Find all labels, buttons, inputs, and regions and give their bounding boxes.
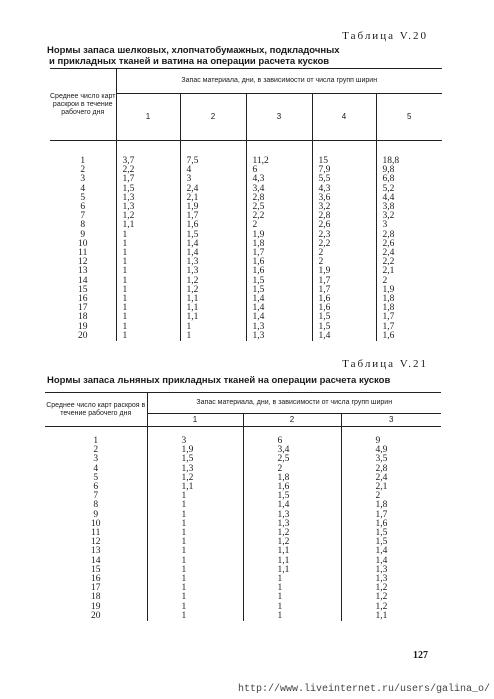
value-cell: 1 [147,566,243,575]
value-cell: 1,2 [375,583,388,594]
value-cell: 2,4 [382,248,395,259]
table1-title [47,45,447,67]
value-cell: 9 [375,436,381,446]
row-number-cell: 5 [45,474,147,483]
row-number-cell: 15 [45,566,147,575]
value-cell: 1,1 [243,566,341,575]
value-cell: 1,6 [375,518,388,529]
value-cell: 1 [147,501,243,510]
value-cell: 1 [147,593,243,602]
value-cell: 1,9 [312,267,376,276]
value-cell: 1,7 [312,286,376,295]
row-number-cell: 12 [45,538,147,547]
value-cell: 2,2 [246,212,312,221]
value-cell: 1 [116,240,180,249]
table2-sub-header: 2 [243,414,341,427]
table2-label: Таблица V.21 [342,358,428,370]
value-cell: 1,1 [180,304,246,313]
value-cell: 1,5 [375,528,388,539]
row-number-cell: 19 [45,603,147,612]
value-cell: 1 [147,584,243,593]
row-number-cell: 9 [45,511,147,520]
value-cell: 2 [312,258,376,267]
value-cell: 1 [116,304,180,313]
value-cell: 1,6 [243,483,341,492]
value-cell: 1,3 [375,564,388,575]
value-cell: 1 [116,231,180,240]
value-cell: 1 [180,332,246,341]
value-cell: 1 [116,323,180,332]
table1-title-line2: и прикладных тканей и ватина на операции расчета кусков [49,56,330,67]
value-cell: 1 [116,249,180,258]
table-row [45,612,441,621]
row-number-cell: 13 [45,547,147,556]
value-cell: 1,3 [147,465,243,474]
row-number-cell: 8 [50,221,116,230]
value-cell: 2,8 [312,212,376,221]
value-cell: 1 [180,323,246,332]
value-cell: 1,4 [246,304,312,313]
value-cell: 1,5 [147,455,243,464]
value-cell: 1,5 [246,277,312,286]
value-cell: 18,8 [382,156,400,166]
value-cell: 6 [243,437,341,446]
value-cell: 1,2 [375,601,388,612]
value-cell: 3 [147,437,243,446]
value-cell: 1,2 [180,286,246,295]
value-cell: 2,6 [312,221,376,230]
value-cell: 1,9 [147,446,243,455]
value-cell: 1,3 [116,203,180,212]
value-cell: 1 [147,529,243,538]
value-cell: 1,3 [180,258,246,267]
value-cell: 1,1 [375,610,388,621]
value-cell: 3,6 [312,194,376,203]
value-cell: 2 [382,275,388,286]
value-cell: 2,2 [116,166,180,175]
value-cell: 3,4 [246,185,312,194]
value-cell: 1 [243,575,341,584]
row-number-cell: 2 [50,166,116,175]
value-cell: 2,5 [243,455,341,464]
value-cell: 1,3 [246,323,312,332]
value-cell: 1,3 [246,332,312,341]
value-cell: 1,6 [246,258,312,267]
value-cell: 1,6 [246,267,312,276]
row-number-cell: 6 [45,483,147,492]
value-cell: 2,1 [180,194,246,203]
row-number-cell: 6 [50,203,116,212]
row-number-cell: 1 [45,437,147,446]
value-cell: 1,3 [243,511,341,520]
row-number-cell: 12 [50,258,116,267]
table1-sub-header: 3 [246,94,312,141]
value-cell: 2,2 [382,257,395,268]
value-cell: 3,7 [116,157,180,166]
row-number-cell: 15 [50,286,116,295]
value-cell: 1 [147,538,243,547]
value-cell: 1,4 [375,555,388,566]
row-number-cell: 17 [45,584,147,593]
value-cell: 4 [180,166,246,175]
value-cell: 15 [312,157,376,166]
value-cell: 1,8 [246,240,312,249]
value-cell: 1 [116,332,180,341]
value-cell: 4,9 [375,445,388,456]
value-cell: 6 [246,166,312,175]
value-cell: 1,5 [243,492,341,501]
value-cell: 1,7 [180,212,246,221]
value-cell: 2 [312,249,376,258]
value-cell: 1,5 [116,185,180,194]
row-number-cell: 20 [50,332,116,341]
table1-first-col-header: Среднее число карт раскрои в течение рабочего дня [50,69,116,141]
value-cell: 2,6 [382,238,395,249]
row-number-cell: 7 [45,492,147,501]
value-cell: 4,4 [382,192,395,203]
value-cell: 1,2 [243,529,341,538]
value-cell: 1,2 [180,277,246,286]
value-cell: 1,7 [116,175,180,184]
value-cell: 1,5 [312,313,376,322]
value-cell: 1 [147,492,243,501]
value-cell: 1,9 [246,231,312,240]
value-cell: 1 [147,520,243,529]
value-cell: 1,8 [243,474,341,483]
value-cell: 1,2 [116,212,180,221]
table2 [45,392,441,621]
value-cell: 1,1 [180,313,246,322]
row-number-cell: 18 [50,313,116,322]
table1-sub-header: 1 [116,94,180,141]
value-cell: 1,3 [116,194,180,203]
row-number-cell: 5 [50,194,116,203]
value-cell: 1 [147,557,243,566]
value-cell: 1,1 [243,557,341,566]
value-cell: 1,4 [180,240,246,249]
table1-title-line1: Нормы запаса шелковых, хлопчатобумажных, подкладочных [47,45,340,56]
table2-title: Нормы запаса льняных прикладных тканей на операции расчета кусков [47,375,391,386]
value-cell: 1,1 [180,295,246,304]
row-number-cell: 18 [45,593,147,602]
row-number-cell: 3 [45,455,147,464]
value-cell: 1,2 [147,474,243,483]
value-cell: 1 [116,295,180,304]
value-cell: 1,4 [246,313,312,322]
row-number-cell: 1 [50,157,116,166]
value-cell: 5,5 [312,175,376,184]
value-cell: 3 [382,220,388,231]
row-number-cell: 14 [50,277,116,286]
value-cell: 1,4 [312,332,376,341]
value-cell: 1 [147,547,243,556]
page-number: 127 [413,650,428,661]
value-cell: 3,2 [312,203,376,212]
row-number-cell: 16 [50,295,116,304]
value-cell: 4,3 [246,175,312,184]
row-number-cell: 3 [50,175,116,184]
value-cell: 2,8 [246,194,312,203]
value-cell: 1,7 [246,249,312,258]
value-cell: 7,5 [180,157,246,166]
value-cell: 6,8 [382,174,395,185]
value-cell: 1,4 [180,249,246,258]
value-cell: 2,4 [180,185,246,194]
table2-sub-header: 1 [147,414,243,427]
row-number-cell: 10 [45,520,147,529]
value-cell: 1,3 [243,520,341,529]
value-cell: 1,9 [382,284,395,295]
value-cell: 2,2 [312,240,376,249]
value-cell: 2,3 [312,231,376,240]
value-cell: 1,3 [180,267,246,276]
value-cell: 3,8 [382,202,395,213]
value-cell: 4,3 [312,185,376,194]
row-number-cell: 4 [50,185,116,194]
value-cell: 1 [243,612,341,621]
value-cell: 2,8 [382,229,395,240]
table2-sub-header: 3 [341,414,441,427]
table1-group-header: Запас материала, дни, в зависимости от числа групп ширин [116,69,442,94]
row-number-cell: 13 [50,267,116,276]
value-cell: 1,7 [382,312,395,323]
row-number-cell: 7 [50,212,116,221]
value-cell: 1 [147,603,243,612]
value-cell: 1 [147,575,243,584]
value-cell: 1,7 [382,321,395,332]
value-cell: 1,1 [243,547,341,556]
value-cell: 1,6 [312,295,376,304]
value-cell: 1,8 [375,500,388,511]
value-cell: 9,8 [382,165,395,176]
value-cell: 11,2 [246,157,312,166]
value-cell: 1 [243,593,341,602]
row-number-cell: 19 [50,323,116,332]
row-number-cell: 20 [45,612,147,621]
row-number-cell: 2 [45,446,147,455]
value-cell: 1,7 [312,277,376,286]
value-cell: 2,8 [375,463,388,474]
value-cell: 1,1 [116,221,180,230]
value-cell: 2,1 [375,482,388,493]
value-cell: 1,4 [375,546,388,557]
value-cell: 2 [375,491,381,502]
row-number-cell: 11 [50,249,116,258]
value-cell: 1,2 [243,538,341,547]
table2-group-header: Запас материала, дни, в зависимости от числа групп ширин [147,393,441,414]
row-number-cell: 9 [50,231,116,240]
table2-first-col-header: Среднее число карт раскроя в течение рабочего дня [45,393,147,427]
footer-url: http://www.liveinternet.ru/users/galina_o/ [237,684,490,695]
value-cell: 3,5 [375,454,388,465]
value-cell: 1,7 [375,509,388,520]
row-number-cell: 8 [45,501,147,510]
row-number-cell: 14 [45,557,147,566]
value-cell: 1 [116,277,180,286]
table-row [50,332,442,341]
row-number-cell: 17 [50,304,116,313]
value-cell: 1,5 [375,537,388,548]
value-cell: 1,2 [375,592,388,603]
table1-sub-header: 4 [312,94,376,141]
value-cell: 1 [116,313,180,322]
value-cell: 2,1 [382,266,395,277]
value-cell: 1,3 [375,574,388,585]
value-cell: 3,2 [382,211,395,222]
value-cell: 3,4 [243,446,341,455]
value-cell: 1 [116,267,180,276]
value-cell: 3 [180,175,246,184]
value-cell: 2,4 [375,472,388,483]
value-cell: 1,6 [312,304,376,313]
value-cell: 2,5 [246,203,312,212]
value-cell: 5,2 [382,183,395,194]
value-cell: 2 [243,465,341,474]
value-cell: 1 [147,612,243,621]
value-cell: 1,8 [382,303,395,314]
row-number-cell: 11 [45,529,147,538]
table1-sub-header: 2 [180,94,246,141]
value-cell: 1,5 [180,231,246,240]
value-cell: 1,5 [246,286,312,295]
value-cell: 2 [246,221,312,230]
value-cell: 1,6 [180,221,246,230]
value-cell: 1,4 [246,295,312,304]
value-cell: 1 [116,258,180,267]
value-cell: 1 [116,286,180,295]
row-number-cell: 10 [50,240,116,249]
table1-sub-header: 5 [376,94,442,141]
value-cell: 1,9 [180,203,246,212]
table-row [45,483,441,492]
row-number-cell: 4 [45,465,147,474]
value-cell: 1 [243,584,341,593]
value-cell: 1,4 [243,501,341,510]
value-cell: 1,6 [382,330,395,341]
table1 [50,68,442,341]
value-cell: 7,9 [312,166,376,175]
value-cell: 1,8 [382,294,395,305]
value-cell: 1 [147,511,243,520]
row-number-cell: 16 [45,575,147,584]
value-cell: 1,5 [312,323,376,332]
table1-label: Таблица V.20 [342,30,428,42]
value-cell: 1,1 [147,483,243,492]
value-cell: 1 [243,603,341,612]
